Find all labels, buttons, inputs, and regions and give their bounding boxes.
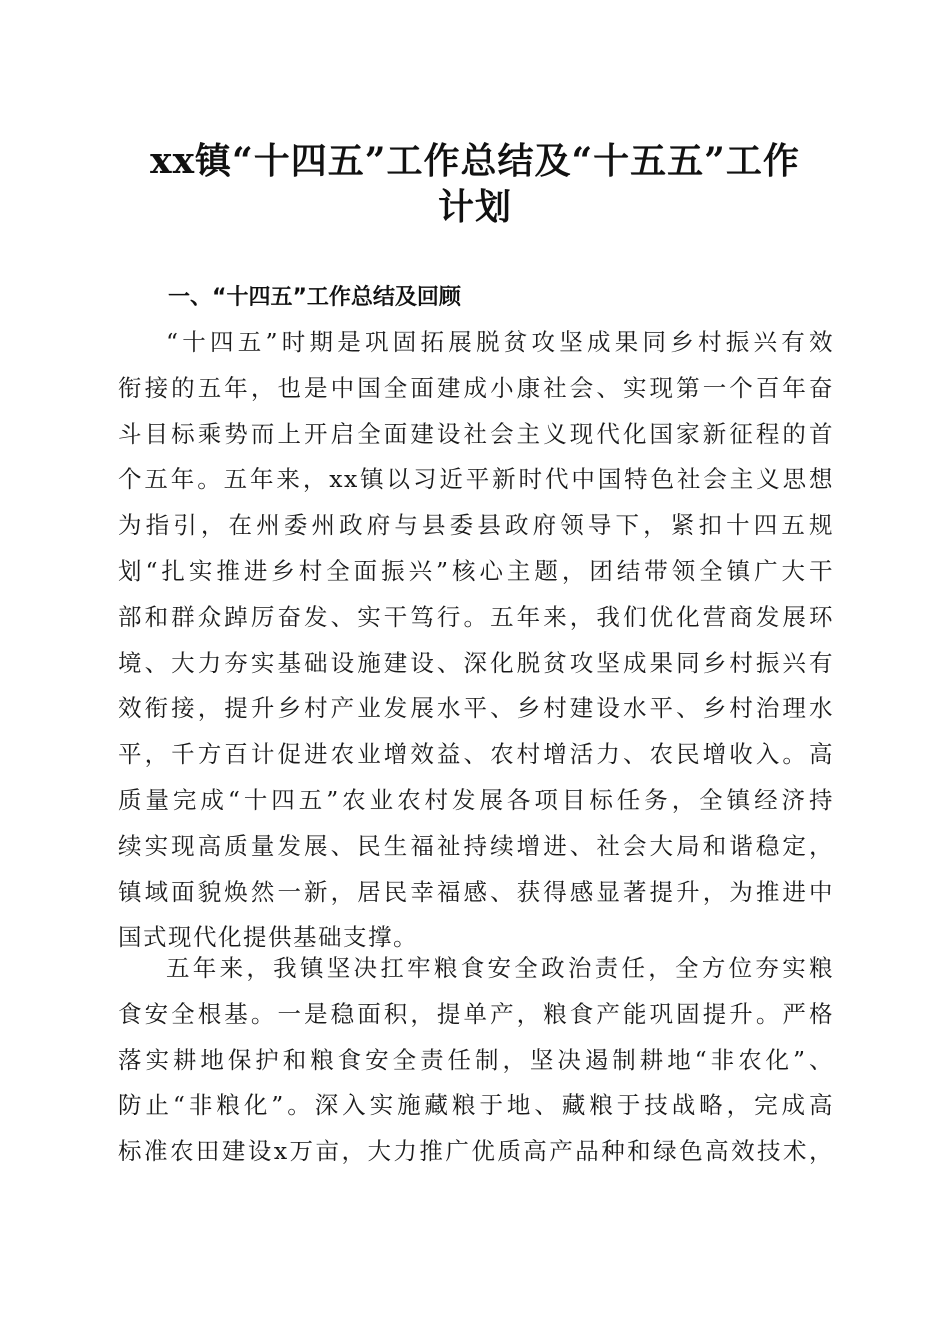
section-heading: 一、“十四五”工作总结及回顾 [168, 285, 461, 310]
text-line: 食安全根基。一是稳面积，提单产，粮食产能巩固提升。严格 [118, 999, 834, 1028]
text-line: 划“扎实推进乡村全面振兴”核心主题，团结带领全镇广大干 [118, 556, 834, 585]
text-line: 落实耕地保护和粮食安全责任制，坚决遏制耕地“非农化”、 [118, 1045, 834, 1074]
title-line: xx镇“十四五”工作总结及“十五五”工作 [150, 140, 800, 182]
text-line: 质量完成“十四五”农业农村发展各项目标任务，全镇经济持 [118, 785, 834, 814]
text-line: 为指引，在州委州政府与县委县政府领导下，紧扣十四五规 [118, 511, 834, 540]
text-line: 衔接的五年，也是中国全面建成小康社会、实现第一个百年奋 [118, 373, 834, 402]
text-line: 个五年。五年来，xx镇以习近平新时代中国特色社会主义思想 [118, 465, 834, 494]
text-line: 斗目标乘势而上开启全面建设社会主义现代化国家新征程的首 [118, 419, 834, 448]
text-line: “十四五”时期是巩固拓展脱贫攻坚成果同乡村振兴有效 [166, 328, 834, 356]
text-line: 境、大力夯实基础设施建设、深化脱贫攻坚成果同乡村振兴有 [118, 648, 834, 677]
text-line: 标准农田建设x万亩，大力推广优质高产品种和绿色高效技术， [118, 1137, 834, 1166]
paragraph-summary [118, 320, 834, 961]
text-line: 效衔接，提升乡村产业发展水平、乡村建设水平、乡村治理水 [118, 694, 834, 723]
text-line: 防止“非粮化”。深入实施藏粮于地、藏粮于技战略，完成高 [118, 1091, 834, 1120]
text-line: 部和群众踔厉奋发、实干笃行。五年来，我们优化营商发展环 [118, 602, 834, 631]
text-line: 镇域面貌焕然一新，居民幸福感、获得感显著提升，为推进中 [118, 877, 834, 906]
text-line: 五年来，我镇坚决扛牢粮食安全政治责任，全方位夯实粮 [166, 954, 834, 982]
paragraph-grain-security [118, 946, 834, 1175]
document-title [100, 138, 850, 230]
text-line: 续实现高质量发展、民生福祉持续增进、社会大局和谐稳定， [118, 831, 834, 860]
text-line: 平，千方百计促进农业增效益、农村增活力、农民增收入。高 [118, 740, 834, 769]
title-line: 计划 [437, 186, 512, 228]
text-line: 国式现代化提供基础支撑。 [118, 923, 418, 952]
